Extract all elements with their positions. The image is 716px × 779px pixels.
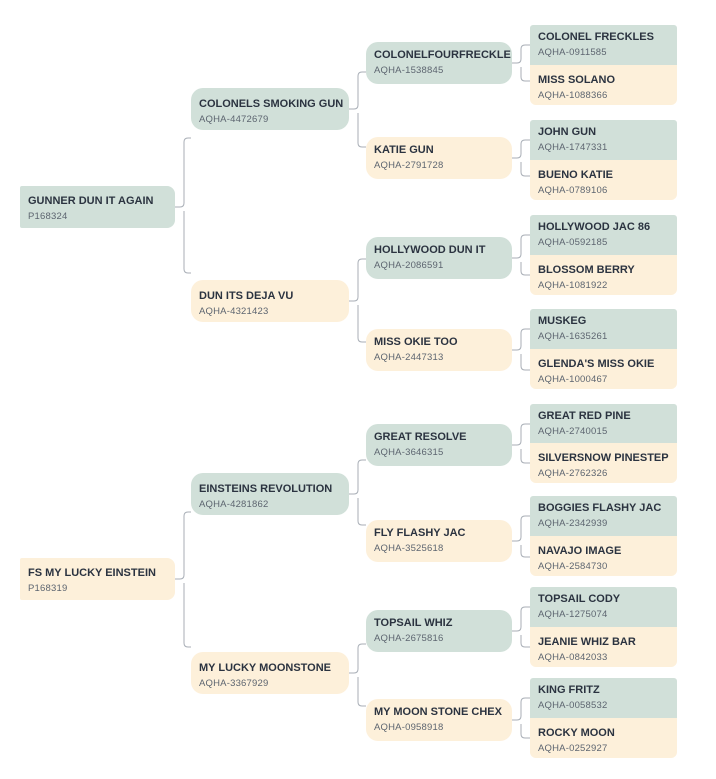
horse-node-ssdd[interactable] xyxy=(530,160,677,200)
horse-node-sire-sire[interactable] xyxy=(191,88,349,130)
horse-registration: AQHA-0789106 xyxy=(538,185,608,196)
horse-name: COLONEL FRECKLES xyxy=(538,31,654,43)
horse-registration: AQHA-1081922 xyxy=(538,280,608,291)
horse-registration: AQHA-3367929 xyxy=(199,678,269,689)
horse-node-dsss[interactable] xyxy=(530,404,677,443)
horse-registration: AQHA-0592185 xyxy=(538,237,608,248)
horse-registration: AQHA-2447313 xyxy=(374,352,444,363)
horse-registration: AQHA-4281862 xyxy=(199,499,269,510)
horse-node-sdd[interactable] xyxy=(366,329,512,371)
horse-node-ddds[interactable] xyxy=(530,678,677,718)
horse-registration: AQHA-1088366 xyxy=(538,90,608,101)
horse-registration: AQHA-0911585 xyxy=(538,47,607,58)
horse-name: FLY FLASHY JAC xyxy=(374,527,466,539)
horse-registration: AQHA-3525618 xyxy=(374,543,444,554)
horse-name: MUSKEG xyxy=(538,315,587,327)
horse-registration: AQHA-2086591 xyxy=(374,260,444,271)
horse-node-ssds[interactable] xyxy=(530,120,677,160)
horse-registration: AQHA-2675816 xyxy=(374,633,444,644)
horse-registration: AQHA-2791728 xyxy=(374,160,444,171)
horse-node-sds[interactable] xyxy=(366,237,512,279)
horse-name: COLONELFOURFRECKLE xyxy=(374,49,511,61)
horse-node-sdsd[interactable] xyxy=(530,255,677,295)
horse-name: MISS OKIE TOO xyxy=(374,336,458,348)
horse-registration: AQHA-0252927 xyxy=(538,743,608,754)
horse-node-sdss[interactable] xyxy=(530,215,677,255)
horse-name: GREAT RED PINE xyxy=(538,410,631,422)
horse-node-ddsd[interactable] xyxy=(530,627,677,667)
horse-node-ssss[interactable] xyxy=(530,25,677,65)
horse-name: COLONELS SMOKING GUN xyxy=(199,98,344,110)
horse-name: NAVAJO IMAGE xyxy=(538,545,622,557)
horse-registration: AQHA-3646315 xyxy=(374,447,444,458)
horse-registration: AQHA-1000467 xyxy=(538,374,608,385)
horse-name: GREAT RESOLVE xyxy=(374,431,467,443)
horse-node-ddss[interactable] xyxy=(530,587,677,627)
horse-registration: P168319 xyxy=(28,583,68,594)
horse-registration: AQHA-2740015 xyxy=(538,426,608,437)
horse-name: JEANIE WHIZ BAR xyxy=(538,636,636,648)
horse-node-sss[interactable] xyxy=(366,42,512,84)
horse-name: FS MY LUCKY EINSTEIN xyxy=(28,567,156,579)
horse-node-dsd[interactable] xyxy=(366,520,512,562)
horse-registration: AQHA-2762326 xyxy=(538,468,608,479)
horse-registration: AQHA-4321423 xyxy=(199,306,269,317)
horse-name: BOGGIES FLASHY JAC xyxy=(538,502,662,514)
horse-node-sssd[interactable] xyxy=(530,65,677,105)
horse-registration: AQHA-0958918 xyxy=(374,722,444,733)
horse-name: TOPSAIL CODY xyxy=(538,593,621,605)
horse-node-sire[interactable] xyxy=(20,186,175,228)
horse-node-dsds[interactable] xyxy=(530,496,677,536)
horse-node-dam-dam[interactable] xyxy=(191,652,349,694)
horse-node-sddd[interactable] xyxy=(530,349,677,389)
horse-node-dddd[interactable] xyxy=(530,718,677,758)
horse-name: SILVERSNOW PINESTEP xyxy=(538,452,669,464)
horse-name: JOHN GUN xyxy=(538,126,597,138)
horse-node-ssd[interactable] xyxy=(366,137,512,179)
horse-registration: AQHA-4472679 xyxy=(199,114,269,125)
horse-name: EINSTEINS REVOLUTION xyxy=(199,483,333,495)
horse-node-dssd[interactable] xyxy=(530,443,677,483)
horse-name: GUNNER DUN IT AGAIN xyxy=(28,195,154,207)
horse-registration: AQHA-2584730 xyxy=(538,561,608,572)
horse-node-dsdd[interactable] xyxy=(530,536,677,576)
horse-registration: AQHA-1275074 xyxy=(538,609,608,620)
horse-registration: AQHA-0058532 xyxy=(538,700,608,711)
horse-node-dds[interactable] xyxy=(366,610,512,652)
horse-node-dam[interactable] xyxy=(20,558,175,600)
horse-name: KING FRITZ xyxy=(538,684,600,696)
horse-registration: AQHA-1635261 xyxy=(538,331,608,342)
horse-name: HOLLYWOOD DUN IT xyxy=(374,244,486,256)
horse-name: BLOSSOM BERRY xyxy=(538,264,635,276)
horse-registration: AQHA-2342939 xyxy=(538,518,608,529)
horse-node-dam-sire[interactable] xyxy=(191,473,349,515)
horse-name: HOLLYWOOD JAC 86 xyxy=(538,221,651,233)
horse-name: KATIE GUN xyxy=(374,144,434,156)
horse-name: ROCKY MOON xyxy=(538,727,615,739)
horse-registration: AQHA-1538845 xyxy=(374,65,444,76)
horse-node-sdds[interactable] xyxy=(530,309,677,349)
horse-node-ddd[interactable] xyxy=(366,699,512,741)
horse-registration: AQHA-0842033 xyxy=(538,652,608,663)
horse-name: GLENDA'S MISS OKIE xyxy=(538,358,655,370)
horse-name: DUN ITS DEJA VU xyxy=(199,290,294,302)
horse-name: TOPSAIL WHIZ xyxy=(374,617,453,629)
horse-name: MISS SOLANO xyxy=(538,74,616,86)
horse-node-dss[interactable] xyxy=(366,424,512,466)
horse-registration: P168324 xyxy=(28,211,68,222)
horse-registration: AQHA-1747331 xyxy=(538,142,608,153)
horse-name: MY MOON STONE CHEX xyxy=(374,706,502,718)
horse-node-sire-dam[interactable] xyxy=(191,280,349,322)
horse-name: BUENO KATIE xyxy=(538,169,613,181)
horse-name: MY LUCKY MOONSTONE xyxy=(199,662,332,674)
